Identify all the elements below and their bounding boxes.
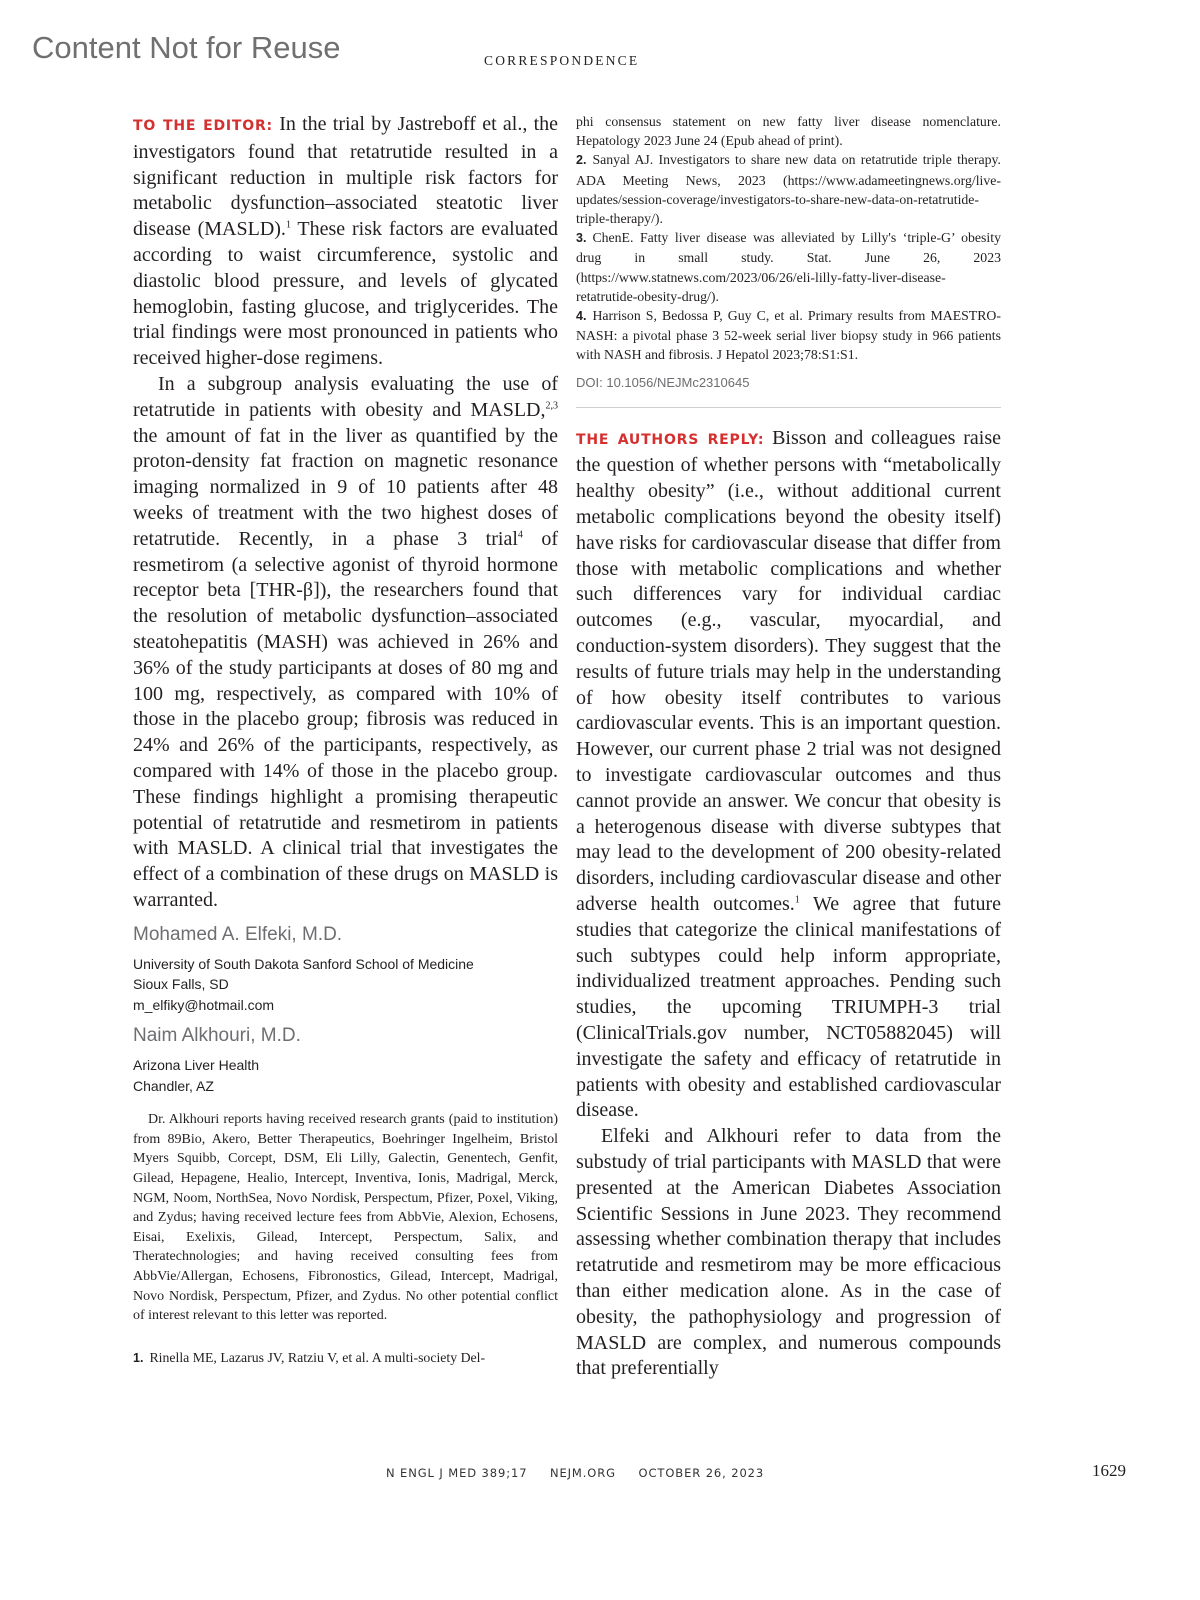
reference-1 [133, 1348, 558, 1368]
letter-p2-text-b: the amount of fat in the liver as quantified by the proton-density fat fraction on magnetic resonance imaging normalized in 9 of 10 patients after 48 weeks of treatment with the two highest doses of retatrutide. Recently, in a phase 3 trial [133, 424, 558, 550]
footer-date: OCTOBER 26, 2023 [638, 1466, 765, 1480]
letter-p1-text-a: In the trial by Jastreboff et al., the investigators found that retatrutide resulted in a significant reduction in multiple risk factors for metabolic dysfunction–associated steatotic liver disease (MASLD). [133, 113, 559, 241]
right-column [576, 112, 1001, 1382]
doi-link[interactable]: DOI: 10.1056/NEJMc2310645 [576, 374, 750, 390]
letter-paragraph-2 [133, 372, 558, 914]
letter-p1-citation: 1 [285, 219, 291, 231]
reply-lead: THE AUTHORS REPLY: [576, 431, 765, 448]
reference-2 [576, 150, 1001, 228]
letter-p2-citation-1: 2,3 [545, 400, 558, 412]
reply-paragraph-1 [576, 426, 1001, 1125]
reference-2-text: Sanyal AJ. Investigators to share new data on retatrutide triple therapy. ADA Meeting News, 2023 (https://www.adameetingnews.org/live-updates/session-coverage/investigators-to-share-new-data-on-retatrutide-triple-therapy/). [576, 152, 1001, 227]
reference-3-text: ChenE. Fatty liver disease was alleviated by Lilly's ‘triple-G’ obesity drug in small study. Stat. June 26, 2023 (https://www.statnews.com/2023/06/26/eli-lilly-fatty-liver-disease-retatrutide-obesity-drug/). [576, 230, 1001, 304]
reply-p1-citation: 1 [794, 894, 800, 906]
affiliation-line: Chandler, AZ [133, 1077, 214, 1094]
letter-paragraph-1 [133, 112, 558, 372]
left-column [133, 112, 558, 1368]
author-name-2: Naim Alkhouri, M.D. [133, 1025, 301, 1047]
footer-journal: N ENGL J MED 389;17 [386, 1466, 528, 1480]
letter-p1-text-b: These risk factors are evaluated according to waist circumference, systolic and diastolic blood pressure, and levels of glycated hemoglobin, fasting glucose, and triglycerides. The trial findings were most pronounced in patients who received higher-dose regimens. [133, 218, 558, 370]
reference-1-text-a: Rinella ME, Lazarus JV, Ratziu V, et al. A multi-society Del- [149, 1349, 486, 1365]
letter-p2-text-a: In a subgroup analysis evaluating the use of retatrutide in patients with obesity and MASLD, [133, 372, 558, 421]
page-number: 1629 [1092, 1461, 1126, 1480]
author-affiliation-2 [133, 1055, 558, 1096]
affiliation-line: Sioux Falls, SD [133, 976, 229, 993]
letter-p2-citation-2: 4 [517, 529, 523, 541]
author-affiliation-1 [133, 954, 558, 1016]
reference-number: 1. [133, 1350, 144, 1365]
author-name-1: Mohamed A. Elfeki, M.D. [133, 923, 343, 945]
reference-4-text: Harrison S, Bedossa P, Guy C, et al. Primary results from MAESTRO-NASH: a pivotal phase 3 52-week serial liver biopsy study in 966 patients with NASH and fibrosis. J Hepatol 2023;78:S1:S1. [576, 308, 1001, 363]
affiliation-line: University of South Dakota Sanford School of Medicine [133, 955, 474, 972]
reference-number: 4. [576, 309, 587, 324]
reference-3 [576, 228, 1001, 306]
author-email[interactable]: m_elfiky@hotmail.com [133, 996, 275, 1013]
reply-paragraph-2: Elfeki and Alkhouri refer to data from the substudy of trial participants with MASLD that were presented at the American Diabetes Association Scientific Sessions in June 2023. They recommend assessing whether combination therapy that includes retatrutide and resmetirom may be more efficacious than either medication alone. As in the case of obesity, the pathophysiology and progression of MASLD are complex, and numerous compounds that preferentially [576, 1125, 1001, 1380]
reference-1-continued: phi consensus statement on new fatty liver disease nomenclature. Hepatology 2023 June 24 (Epub ahead of print). [576, 114, 1001, 149]
references-start [133, 1348, 558, 1368]
reply-p1-text-b: We agree that future studies that categorize the clinical manifestations of such subtypes could help inform appropriate, individualized treatment approaches. Pending such studies, the upcoming TRIUMPH-3 trial (ClinicalTrials.gov number, NCT05882045) will investigate the safety and efficacy of retatrutide in patients with obesity and established cardiovascular disease. [576, 892, 1002, 1122]
reply-p1-text-a: Bisson and colleagues raise the question of whether persons with “metabolically healthy obesity” (i.e., without additional current metabolic complications beyond the obesity itself) have risks for cardiovascular disease that differ from those with metabolic complications and whether such differences vary for individual cardiac outcomes (e.g., vascular, myocardial, and conduction-system disorders). They suggest that the results of future trials may help in the understanding of how obesity itself contributes to various cardiovascular events. This is an important question. However, our current phase 2 trial was not designed to investigate cardiovascular outcomes and thus cannot provide an answer. We concur that obesity is a heterogenous disease with diverse subtypes that may lead to the development of 200 obesity-related disorders, including cardiovascular disease and other adverse health outcomes. [576, 426, 1001, 915]
letter-lead: TO THE EDITOR: [133, 118, 273, 134]
footer-site: NEJM.ORG [549, 1466, 616, 1480]
reference-number: 2. [576, 153, 587, 168]
section-heading: CORRESPONDENCE [484, 53, 640, 68]
section-divider [576, 407, 1001, 408]
disclosure-statement: Dr. Alkhouri reports having received research grants (paid to institution) from 89Bio, Akero, Better Therapeutics, Boehringer Ingelheim, Bristol Myers Squibb, Corcept, DSM, Eli Lilly, Galectin, Genentech, Genfit, Gilead, Hepagene, Healio, Intercept, Inventiva, Ionis, Madrigal, Merck, NGM, Noom, NorthSea, Novo Nordisk, Perspectum, Pfizer, Poxel, Viking, and Zydus; having received lecture fees from AbbVie, Alexion, Echosens, Eisai, Exelixis, Gilead, Intercept, Perspectum, Salix, and Theratechnologies; and having received consulting fees from AbbVie/Allergan, Echosens, Fibronostics, Gilead, Intercept, Madrigal, Novo Nordisk, Perspectum, Pfizer, and Zydus. No other potential conflict of interest relevant to this letter was reported. [133, 1112, 558, 1324]
reference-number: 3. [576, 231, 587, 246]
watermark: Content Not for Reuse [32, 30, 341, 65]
reference-4 [576, 306, 1001, 365]
affiliation-line: Arizona Liver Health [133, 1057, 260, 1074]
page-footer [386, 1466, 782, 1480]
letter-p2-text-c: of resmetirom (a selective agonist of thyroid hormone receptor beta [THR-β]), the researchers found that the resolution of metabolic dysfunction–associated steatohepatitis (MASH) was achieved in 26% and 36% of the study participants at doses of 80 mg and 100 mg, respectively, as compared with 10% of those in the placebo group; fibrosis was reduced in 24% and 26% of the participants, respectively, as compared with 14% of those in the placebo group. These findings highlight a promising therapeutic potential of retatrutide and resmetirom in patients with MASLD. A clinical trial that investigates the effect of a combination of these drugs on MASLD is warranted. [133, 527, 558, 911]
